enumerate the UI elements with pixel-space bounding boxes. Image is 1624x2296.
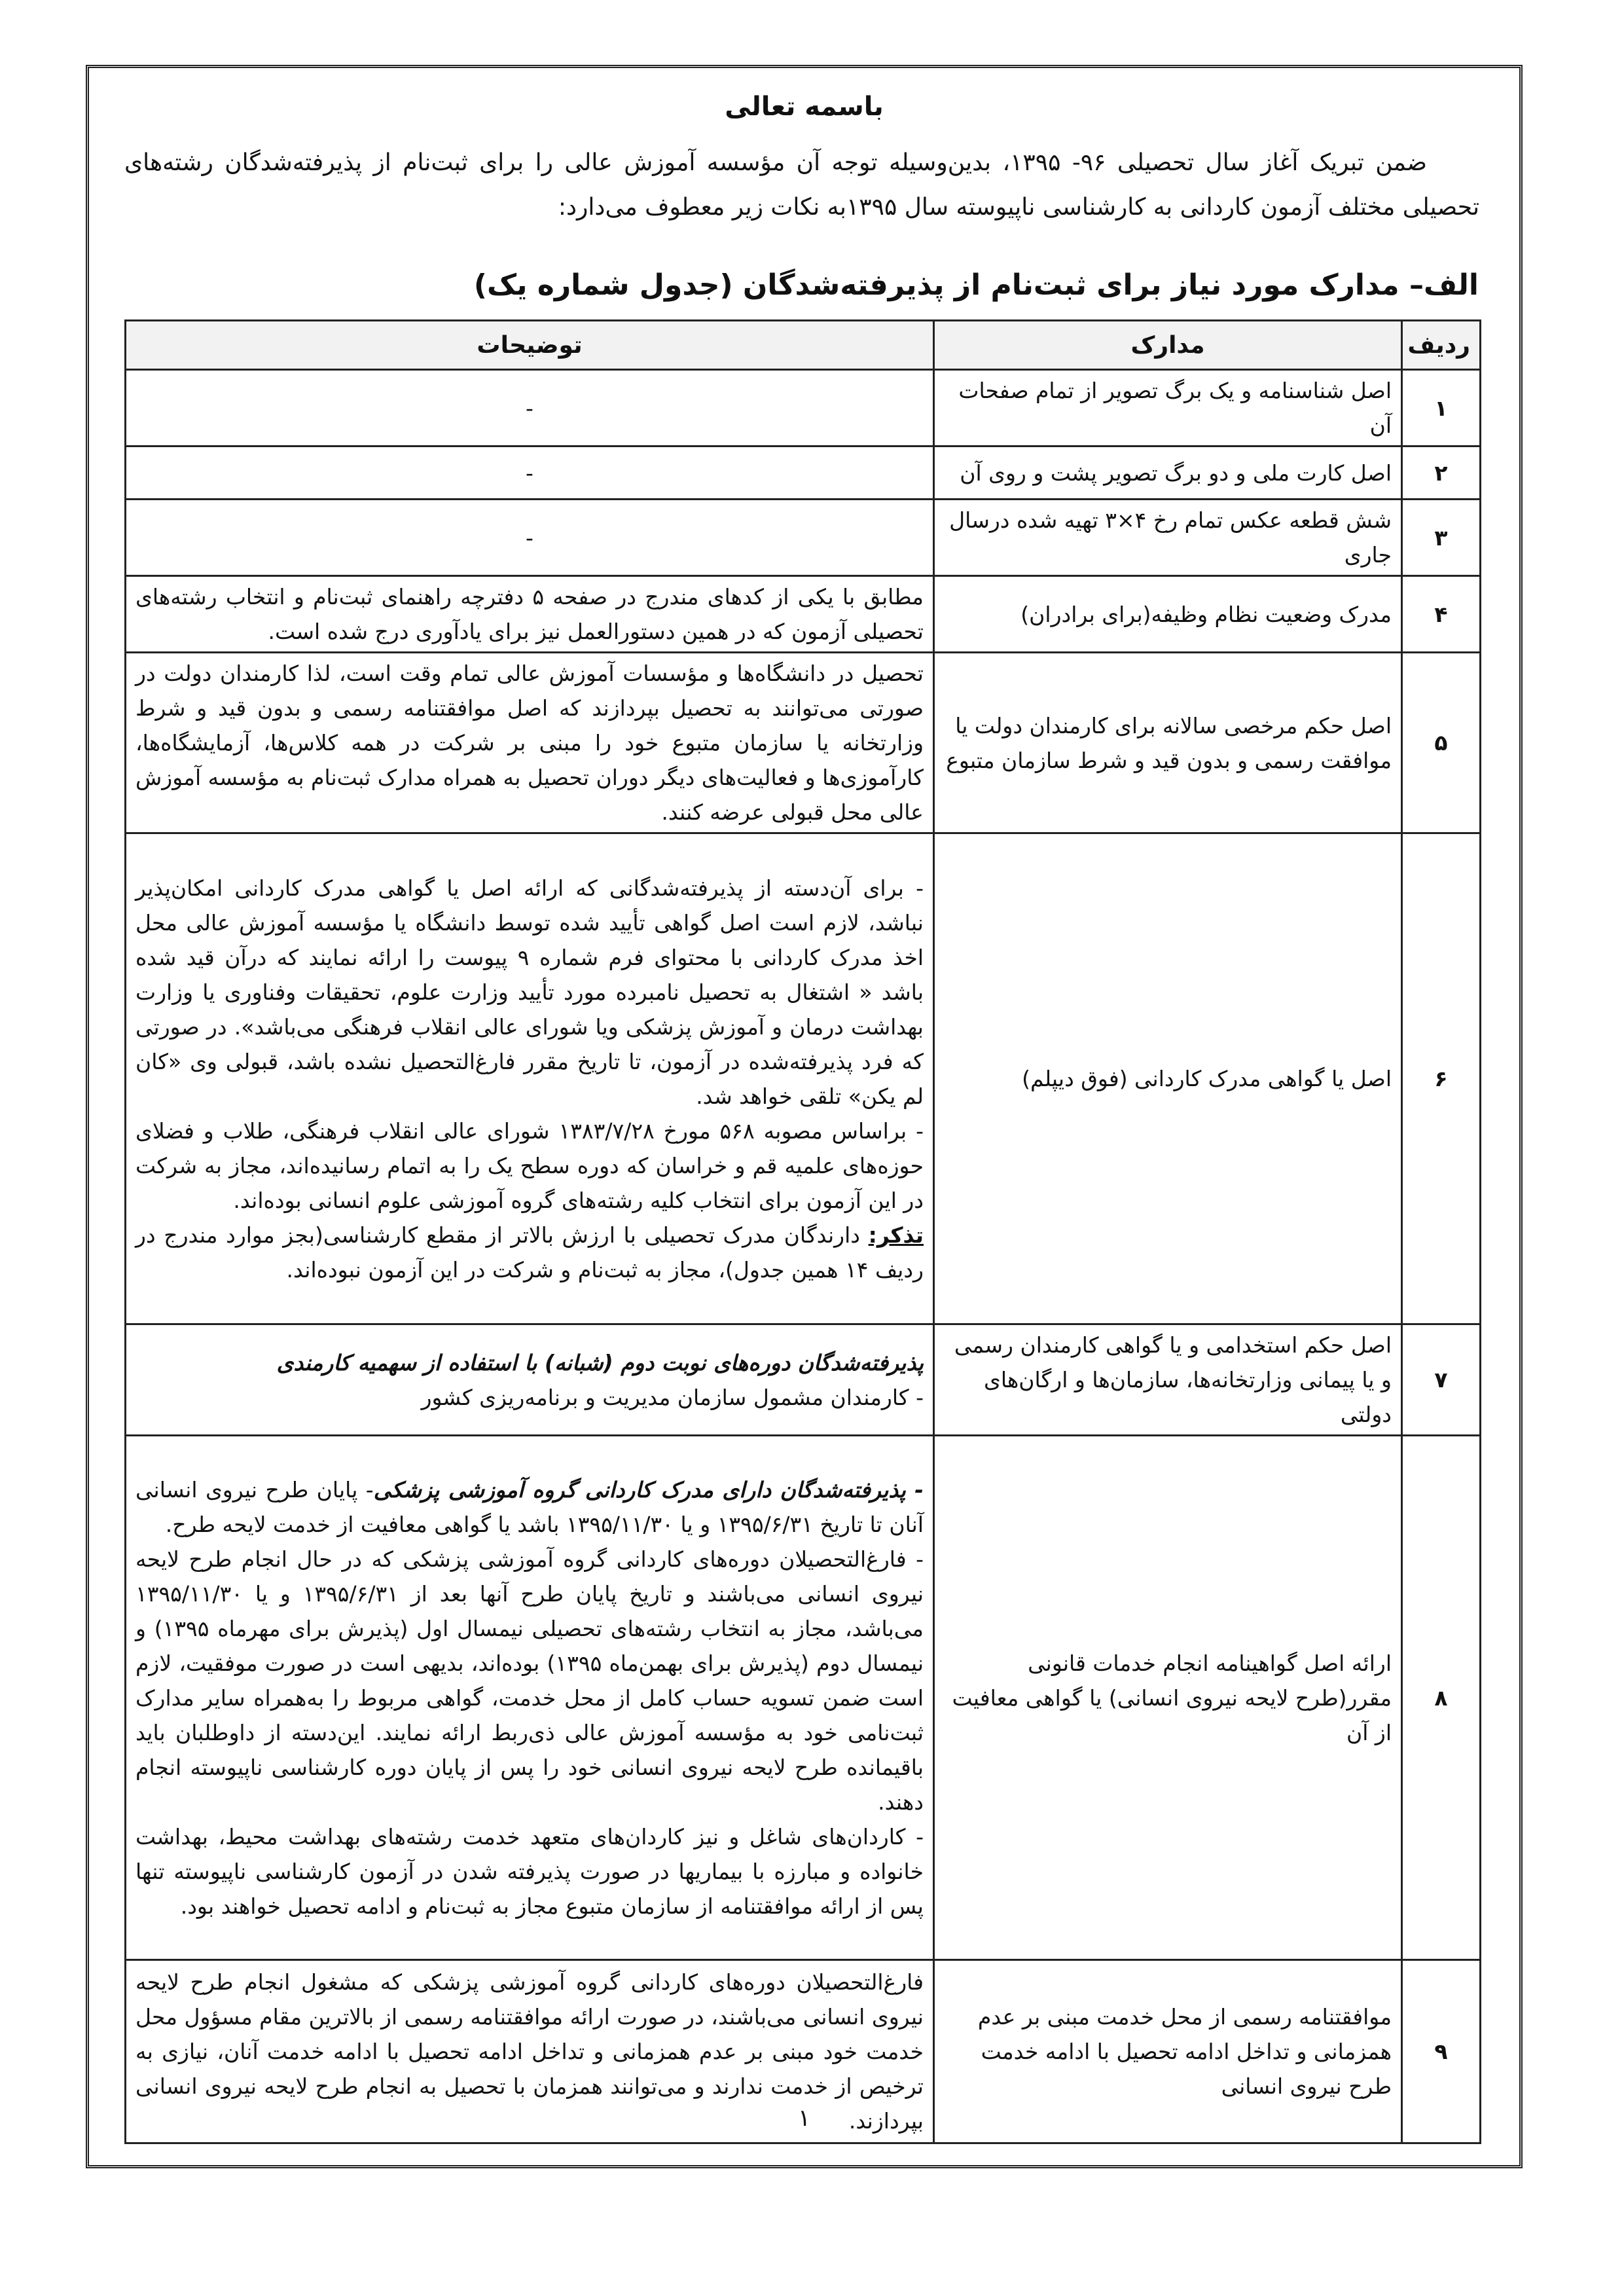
row-document: موافقتنامه رسمی از محل خدمت مبنی بر عدم همزمانی و تداخل ادامه تحصیل با ادامه خدمت طرح نیروی انسانی	[934, 1960, 1402, 2143]
row-number: ۵	[1402, 653, 1481, 833]
description-heading-tail: - پایان طرح نیروی انسانی آنان تا تاریخ ۱۳۹۵/۶/۳۱ و یا ۱۳۹۵/۱۱/۳۰ باشد یا گواهی معافیت از خدمت لایحه طرح.	[135, 1476, 924, 1537]
row-description: -	[126, 370, 934, 446]
description-paragraph: - فارغ‌التحصیلان دوره‌های کاردانی گروه آموزشی پزشکی که در حال انجام طرح لایحه نیروی انسانی می‌باشند و تاریخ پایان طرح آنها بعد از ۱۳۹۵/۶/۳۱ و یا ۱۳۹۵/۱۱/۳۰ می‌باشد، مجاز به انتخاب رشته‌های تحصیلی نیمسال اول (پذیرش برای مهرماه ۱۳۹۵) و نیمسال دوم (پذیرش برای بهمن‌ماه ۱۳۹۵) بوده‌اند، بدیهی است در صورت موفقیت، لازم است ضمن تسویه حساب کامل از محل خدمت، گواهی مربوط را به‌همراه سایر مدارک ثبت‌نامی خود به مؤسسه آموزش عالی ذی‌ربط ارائه نمایند. این‌دسته از داوطلبان باید باقیمانده طرح لایحه نیروی انسانی خود را پس از پایان دوره کارشناسی ناپیوسته انجام دهند.	[135, 1546, 924, 1815]
row-description: تحصیل در دانشگاه‌ها و مؤسسات آموزش عالی تمام وقت است، لذا کارمندان دولت در صورتی می‌توانند به تحصیل بپردازند که اصل موافقتنامه رسمی و بدون قید و شرط وزارتخانه یا سازمان متبوع خود را مبنی بر شرکت در همه کلاس‌ها، آزمایشگاه‌ها، کارآموزی‌ها و فعالیت‌های دیگر دوران تحصیل به همراه مدارک ثبت‌نام به مؤسسه آموزش عالی محل قبولی عرضه کنند.	[126, 653, 934, 833]
table-row	[126, 446, 1481, 500]
row-number: ۹	[1402, 1960, 1481, 2143]
row-document: شش قطعه عکس تمام رخ ۴×۳ تهیه شده درسال جاری	[934, 500, 1402, 576]
row-number: ۶	[1402, 833, 1481, 1324]
row-description	[126, 1436, 934, 1960]
documents-table	[124, 319, 1481, 2144]
section-heading: الف– مدارک مورد نیاز برای ثبت‌نام از پذیرفته‌شدگان (جدول شماره یک)	[473, 268, 1479, 302]
row-description: فارغ‌التحصیلان دوره‌های کاردانی گروه آموزشی پزشکی که مشغول انجام طرح لایحه نیروی انسانی می‌باشند، در صورت ارائه موافقتنامه رسمی از بالاترین مقام مسؤول محل خدمت خود مبنی بر عدم همزمانی و تداخل ادامه تحصیل با ادامه خدمت آنان، نیازی به ترخیص از خدمت ندارند و می‌توانند همزمان با تحصیل به انجام طرح لایحه نیروی انسانی بپردازند.	[126, 1960, 934, 2143]
column-header-documents: مدارک	[934, 321, 1402, 370]
row-number: ۲	[1402, 446, 1481, 500]
description-paragraph	[135, 1472, 924, 1542]
row-document: اصل حکم مرخصی سالانه برای کارمندان دولت یا موافقت رسمی و بدون قید و شرط سازمان متبوع	[934, 653, 1402, 833]
page-number: ۱	[797, 2105, 811, 2132]
row-document: اصل یا گواهی مدرک کاردانی (فوق دیپلم)	[934, 833, 1402, 1324]
table-row	[126, 653, 1481, 833]
page-title: باسمه تعالی	[725, 92, 884, 122]
table-row	[126, 833, 1481, 1324]
intro-paragraph: ضمن تبریک آغاز سال تحصیلی ۹۶- ۱۳۹۵، بدین‌وسیله توجه آن مؤسسه آموزش عالی را برای ثبت‌نام از پذیرفته‌شدگان رشته‌های تحصیلی مختلف آزمون کاردانی به کارشناسی ناپیوسته سال ۱۳۹۵به نکات زیر معطوف می‌دارد:	[124, 149, 1479, 221]
row-number: ۱	[1402, 370, 1481, 446]
row-document: اصل حکم استخدامی و یا گواهی کارمندان رسمی و یا پیمانی وزارتخانه‌ها، سازمان‌ها و ارگان‌های دولتی	[934, 1324, 1402, 1436]
description-note	[135, 1218, 924, 1287]
note-text: دارندگان مدرک تحصیلی با ارزش بالاتر از مقطع کارشناسی(بجز موارد مندرج در ردیف ۱۴ همین جدول)، مجاز به ثبت‌نام و شرکت در این آزمون نبوده‌اند.	[135, 1222, 924, 1283]
description-paragraph: - کارمندان مشمول سازمان مدیریت و برنامه‌ریزی کشور	[421, 1384, 924, 1410]
row-description	[126, 833, 934, 1324]
description-heading: پذیرفته‌شدگان دوره‌های نوبت دوم (شبانه) با استفاده از سهمیه کارمندی	[276, 1349, 924, 1376]
table-row	[126, 500, 1481, 576]
row-document: اصل کارت ملی و دو برگ تصویر پشت و روی آن	[934, 446, 1402, 500]
row-document: ارائه اصل گواهینامه انجام خدمات قانونی مقرر(طرح لایحه نیروی انسانی) یا گواهی معافیت از آن	[934, 1436, 1402, 1960]
note-label: تذکر:	[868, 1222, 924, 1248]
description-paragraph: - کاردان‌های شاغل و نیز کاردان‌های متعهد خدمت رشته‌های بهداشت محیط، بهداشت خانواده و مبارزه با بیماریها در صورت پذیرفته شدن در آزمون کارشناسی ناپیوسته تنها پس از ارائه موافقتنامه از سازمان متبوع مجاز به ثبت‌نام و ادامه تحصیل خواهند بود.	[135, 1823, 924, 1919]
column-header-row-number: ردیف	[1402, 321, 1481, 370]
description-paragraph: - براساس مصوبه ۵۶۸ مورخ ۱۳۸۳/۷/۲۸ شورای عالی انقلاب فرهنگی، طلاب و فضلای حوزه‌های علمیه قم و خراسان که دوره سطح یک را به اتمام رسانیده‌اند، مجاز به شرکت در این آزمون برای انتخاب کلیه رشته‌های گروه آموزشی علوم انسانی بوده‌اند.	[135, 1118, 924, 1213]
table-row	[126, 576, 1481, 653]
row-description	[126, 1324, 934, 1436]
table-header-row	[126, 321, 1481, 370]
row-description: -	[126, 500, 934, 576]
column-header-description: توضیحات	[126, 321, 934, 370]
row-number: ۳	[1402, 500, 1481, 576]
row-description: -	[126, 446, 934, 500]
table-row	[126, 1324, 1481, 1436]
row-number: ۷	[1402, 1324, 1481, 1436]
table-row	[126, 370, 1481, 446]
row-document: مدرک وضعیت نظام وظیفه(برای برادران)	[934, 576, 1402, 653]
row-number: ۴	[1402, 576, 1481, 653]
row-document: اصل شناسنامه و یک برگ تصویر از تمام صفحات آن	[934, 370, 1402, 446]
description-paragraph: - برای آن‌دسته از پذیرفته‌شدگانی که ارائه اصل یا گواهی مدرک کاردانی امکان‌پذیر نباشد، لازم است اصل گواهی تأیید شده توسط دانشگاه یا مؤسسه آموزش عالی محل اخذ مدرک کاردانی با محتوای فرم شماره ۹ پیوست را ارائه نمایند که درآن قید شده باشد « اشتغال به تحصیل نامبرده مورد تأیید وزارت علوم، تحقیقات وفناوری یا وزارت بهداشت درمان و آموزش پزشکی ویا شورای عالی انقلاب فرهنگی می‌باشد». در صورتی که فرد پذیرفته‌شده در آزمون، تا تاریخ مقرر فارغ‌التحصیل نشده باشد، قبولی وی «کان لم یکن» تلقی خواهد شد.	[135, 875, 924, 1109]
row-number: ۸	[1402, 1436, 1481, 1960]
table-row	[126, 1436, 1481, 1960]
description-heading: - پذیرفته‌شدگان دارای مدرک کاردانی گروه آموزشی پزشکی	[373, 1476, 924, 1503]
row-description: مطابق با یکی از کدهای مندرج در صفحه ۵ دفترچه راهنمای ثبت‌نام و انتخاب رشته‌های تحصیلی آزمون که در همین دستورالعمل نیز برای یادآوری درج شده است.	[126, 576, 934, 653]
